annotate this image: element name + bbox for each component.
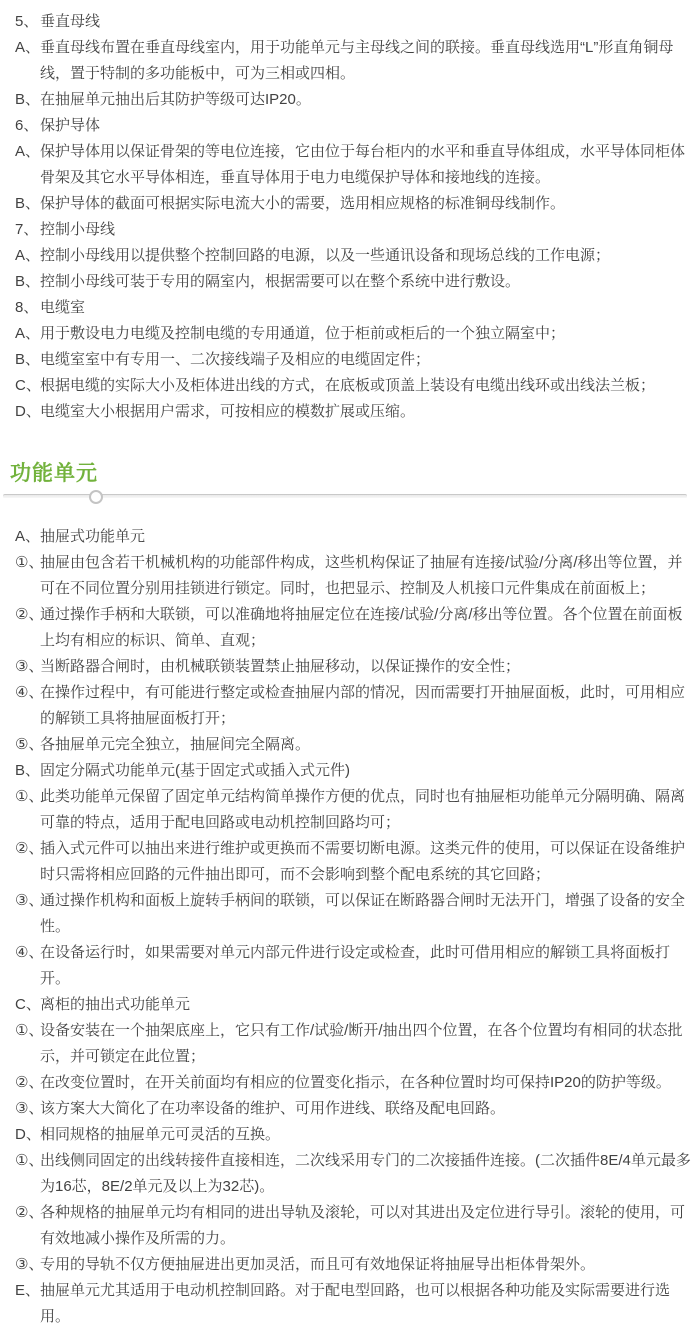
list-item	[15, 373, 692, 399]
list-item-label: ③、	[15, 658, 44, 675]
list-item	[15, 321, 692, 347]
list-item-text: 出线侧同固定的出线转接件直接相连，二次线采用专门的二次接插件连接。(二次插件8E/4单元最多为16芯，8E/2单元及以上为32芯)。	[40, 1152, 691, 1195]
list-item	[15, 1070, 692, 1096]
list-item-text: 通过操作机构和面板上旋转手柄间的联锁，可以保证在断路器合闸时无法开门，增强了设备的安全性。	[40, 892, 686, 935]
list-item-label: 5、	[15, 13, 39, 30]
list-item-text: 专用的导轨不仅方便抽屉进出更加灵活，而且可有效地保证将抽屉导出柜体骨架外。	[40, 1256, 596, 1273]
list-item	[15, 1148, 692, 1200]
list-item	[15, 1278, 692, 1330]
list-item-text: 垂直母线布置在垂直母线室内，用于功能单元与主母线之间的联接。垂直母线选用“L”形直角铜母线，置于特制的多功能板中，可为三相或四相。	[40, 39, 674, 82]
list-item-text: 电缆室	[40, 299, 86, 316]
list-item	[15, 1096, 692, 1122]
list-item-label: 8、	[15, 299, 39, 316]
list-item-label: B、	[15, 273, 41, 290]
list-item-label: ⑤、	[15, 736, 44, 753]
list-item-text: 保护导体用以保证骨架的等电位连接，它由位于每台柜内的水平和垂直导体组成，水平导体同柜体骨架及其它水平导体相连，垂直导体用于电力电缆保护导体和接地线的连接。	[40, 143, 686, 186]
list-item-text: 各种规格的抽屉单元均有相同的进出导轨及滚轮，可以对其进出及定位进行导引。滚轮的使用，可有效地减小操作及所需的力。	[40, 1204, 686, 1247]
list-item-text: 在操作过程中，有可能进行整定或检查抽屉内部的情况，因而需要打开抽屉面板，此时，可用相应的解锁工具将抽屉面板打开；	[40, 684, 686, 727]
list-item-text: 电缆室室中有专用一、二次接线端子及相应的电缆固定件；	[40, 351, 431, 368]
list-item	[15, 836, 692, 888]
list-item-label: ②、	[15, 606, 44, 623]
list-item-label: ②、	[15, 840, 44, 857]
list-item-label: ③、	[15, 892, 44, 909]
list-item-text: 用于敷设电力电缆及控制电缆的专用通道，位于柜前或柜后的一个独立隔室中；	[40, 325, 566, 342]
list-item-text: 相同规格的抽屉单元可灵活的互换。	[40, 1126, 281, 1143]
list-item-text: 在改变位置时，在开关前面均有相应的位置变化指示，在各种位置时均可保持IP20的防护等级。	[40, 1074, 671, 1091]
list-item-label: ④、	[15, 944, 44, 961]
list-item-text: 在抽屉单元抽出后其防护等级可达IP20。	[40, 91, 311, 108]
section-title: 功能单元	[10, 462, 98, 485]
list-item	[15, 217, 692, 243]
list-item-text: 保护导体	[40, 117, 101, 134]
list-item-text: 离柜的抽出式功能单元	[40, 996, 191, 1013]
list-item-label: 7、	[15, 221, 39, 238]
list-item-label: ①、	[15, 554, 44, 571]
list-item-text: 电缆室大小根据用户需求，可按相应的模数扩展或压缩。	[40, 403, 416, 420]
list-item-label: ①、	[15, 788, 44, 805]
list-item-text: 此类功能单元保留了固定单元结构简单操作方便的优点，同时也有抽屉柜功能单元分隔明确、隔离可靠的特点，适用于配电回路或电动机控制回路均可；	[40, 788, 686, 831]
list-item	[15, 87, 692, 113]
list-item-label: E、	[15, 1282, 41, 1299]
list-item-label: ②、	[15, 1074, 44, 1091]
list-item-label: 6、	[15, 117, 39, 134]
list-item-text: 控制小母线	[40, 221, 116, 238]
list-item	[15, 295, 692, 321]
list-item-text: 当断路器合闸时，由机械联锁装置禁止抽屉移动，以保证操作的安全性；	[40, 658, 521, 675]
list-item-text: 设备安装在一个抽架底座上，它只有工作/试验/断开/抽出四个位置，在各个位置均有相同的状态批示，并可锁定在此位置；	[40, 1022, 683, 1065]
list-item-text: 该方案大大简化了在功率设备的维护、可用作进线、联络及配电回路。	[40, 1100, 506, 1117]
section-header	[10, 461, 692, 499]
list-item	[15, 1018, 692, 1070]
list-item	[15, 1252, 692, 1278]
list-item-label: ①、	[15, 1022, 44, 1039]
list-item-text: 控制小母线用以提供整个控制回路的电源，以及一些通讯设备和现场总线的工作电源；	[40, 247, 611, 264]
list-item-text: 垂直母线	[40, 13, 101, 30]
list-item-label: B、	[15, 762, 41, 779]
list-item	[15, 888, 692, 940]
list-item-label: ③、	[15, 1100, 44, 1117]
list-item	[15, 243, 692, 269]
list-item-text: 控制小母线可装于专用的隔室内，根据需要可以在整个系统中进行敷设。	[40, 273, 521, 290]
list-item	[15, 191, 692, 217]
list-item-label: ①、	[15, 1152, 44, 1169]
list-item-text: 在设备运行时，如果需要对单元内部元件进行设定或检查，此时可借用相应的解锁工具将面板打开。	[40, 944, 671, 987]
list-item	[15, 732, 692, 758]
list-item-label: A、	[15, 247, 41, 264]
divider-circle-icon	[89, 490, 103, 504]
list-item	[15, 784, 692, 836]
section-divider	[3, 494, 687, 499]
list-item-label: ④、	[15, 684, 44, 701]
list-item-label: B、	[15, 351, 41, 368]
list-item-label: D、	[15, 1126, 41, 1143]
list-item-text: 抽屉式功能单元	[40, 528, 146, 545]
list-item	[15, 1122, 692, 1148]
list-item	[15, 940, 692, 992]
list-item-label: ③、	[15, 1256, 44, 1273]
list-item-label: B、	[15, 91, 41, 108]
spec-list	[15, 9, 692, 425]
list-item-label: A、	[15, 143, 41, 160]
list-item-text: 抽屉单元尤其适用于电动机控制回路。对于配电型回路，也可以根据各种功能及实际需要进行选用。	[40, 1282, 671, 1325]
list-item-text: 插入式元件可以抽出来进行维护或更换而不需要切断电源。这类元件的使用，可以保证在设备维护时只需将相应回路的元件抽出即可，而不会影响到整个配电系统的其它回路；	[40, 840, 686, 883]
list-item-text: 根据电缆的实际大小及柜体进出线的方式，在底板或顶盖上装设有电缆出线环或出线法兰板；	[40, 377, 656, 394]
list-item	[15, 113, 692, 139]
list-item	[15, 35, 692, 87]
list-item-label: ②、	[15, 1204, 44, 1221]
list-item	[15, 524, 692, 550]
list-item-label: D、	[15, 403, 41, 420]
list-item	[15, 602, 692, 654]
list-item	[15, 758, 692, 784]
list-item	[15, 347, 692, 373]
list-item-text: 通过操作手柄和大联锁，可以准确地将抽屉定位在连接/试验/分离/移出等位置。各个位置在前面板上均有相应的标识、简单、直观；	[40, 606, 683, 649]
list-item-label: B、	[15, 195, 41, 212]
list-item-label: A、	[15, 325, 41, 342]
list-item	[15, 550, 692, 602]
functional-unit-list	[15, 524, 692, 1330]
list-item-text: 各抽屉单元完全独立，抽屉间完全隔离。	[40, 736, 311, 753]
list-item-label: C、	[15, 996, 41, 1013]
list-item	[15, 1200, 692, 1252]
list-item-text: 保护导体的截面可根据实际电流大小的需要，选用相应规格的标准铜母线制作。	[40, 195, 566, 212]
list-item	[15, 399, 692, 425]
list-item	[15, 654, 692, 680]
list-item-label: A、	[15, 528, 41, 545]
list-item	[15, 9, 692, 35]
list-item-label: C、	[15, 377, 41, 394]
list-item	[15, 269, 692, 295]
list-item	[15, 680, 692, 732]
list-item	[15, 139, 692, 191]
list-item	[15, 992, 692, 1018]
list-item-label: A、	[15, 39, 41, 56]
list-item-text: 抽屉由包含若干机械机构的功能部件构成，这些机构保证了抽屉有连接/试验/分离/移出等位置，并可在不同位置分别用挂锁进行锁定。同时，也把显示、控制及人机接口元件集成在前面板上；	[40, 554, 683, 597]
list-item-text: 固定分隔式功能单元(基于固定式或插入式元件)	[40, 762, 350, 779]
